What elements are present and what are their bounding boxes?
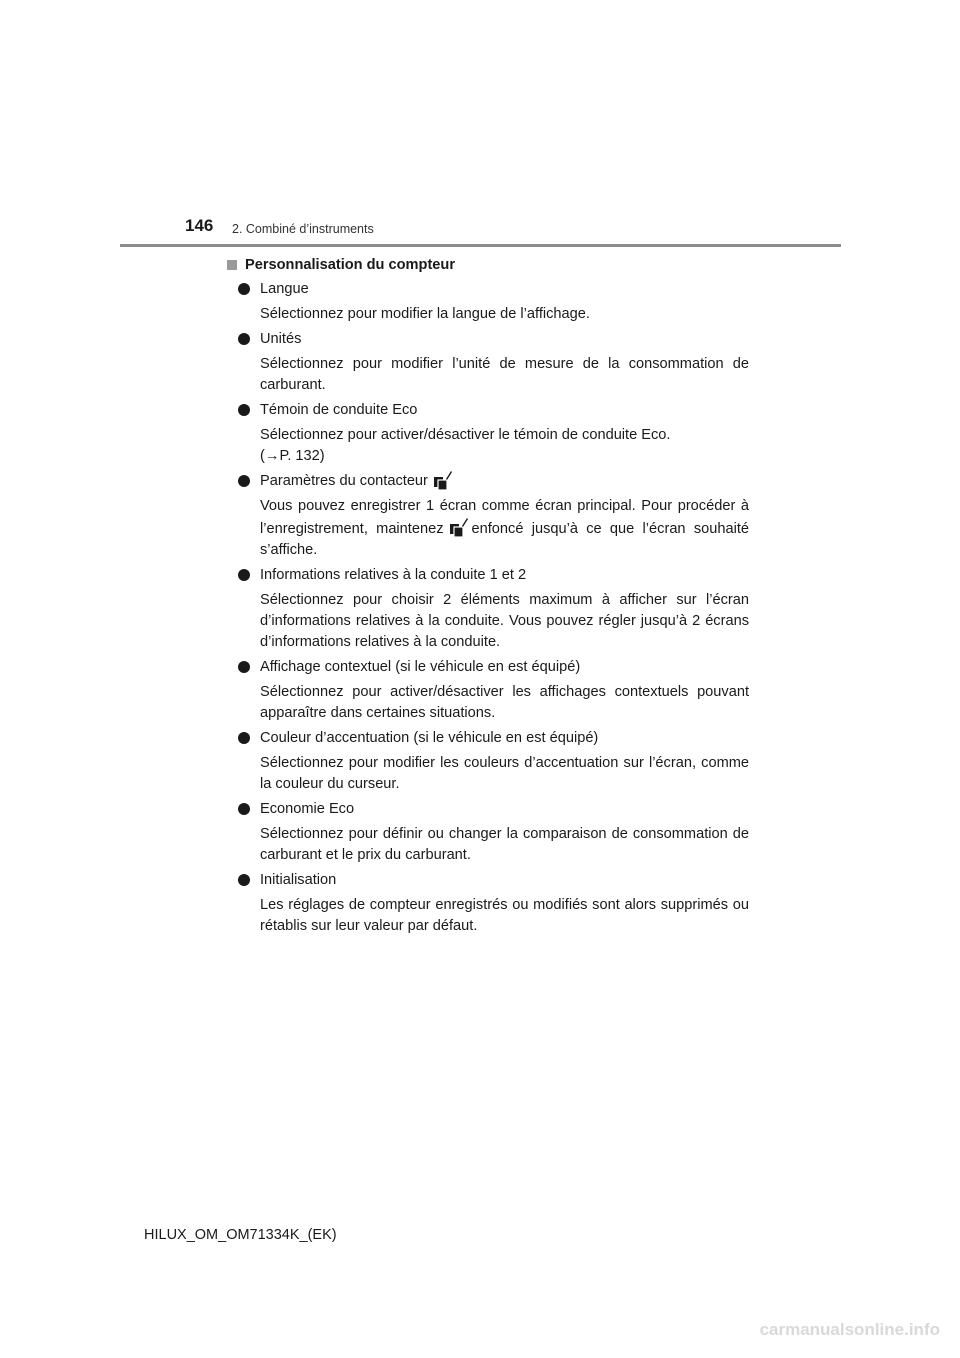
chapter-title: 2. Combiné d’instruments: [232, 222, 374, 236]
list-item: [224, 726, 749, 795]
bullet-dot-icon: [238, 732, 250, 744]
list-item: [224, 797, 749, 866]
list-item: [224, 655, 749, 724]
list-item: [224, 277, 749, 325]
item-description: Sélectionnez pour définir ou changer la comparaison de consommation de carburant et le prix du carburant.: [260, 826, 749, 863]
list-item: [224, 398, 749, 467]
page-number: 146: [185, 216, 214, 235]
section-title: Personnalisation du compteur: [245, 256, 456, 273]
bullet-dot-icon: [238, 874, 250, 886]
list-item: [224, 563, 749, 653]
page-content: [224, 255, 749, 937]
bullet-dot-icon: [238, 404, 250, 416]
list-item: [224, 327, 749, 396]
screen-switch-icon: [432, 470, 452, 492]
arrow-right-icon: →: [264, 448, 280, 464]
item-description: Sélectionnez pour modifier l’unité de mesure de la consommation de carburant.: [260, 356, 749, 393]
list-item: [224, 469, 749, 561]
list-item: [224, 868, 749, 937]
screen-switch-icon: [448, 517, 468, 539]
item-description: Les réglages de compteur enregistrés ou modifiés sont alors supprimés ou rétablis sur leur valeur par défaut.: [260, 897, 749, 934]
bullet-dot-icon: [238, 661, 250, 673]
item-title: Paramètres du contacteur: [260, 472, 428, 489]
item-title: Langue: [260, 280, 309, 297]
page-reference-text: P. 132: [279, 448, 320, 464]
item-title: Initialisation: [260, 871, 337, 888]
bullet-dot-icon: [238, 333, 250, 345]
item-description: Sélectionnez pour choisir 2 éléments maximum à afficher sur l’écran d’informations relatives à la conduite. Vous pouvez régler jusqu’à 2 écrans d’informations relatives à la conduite.: [260, 592, 749, 650]
bullet-dot-icon: [238, 569, 250, 581]
item-description-part1: Vous pouvez enregistrer 1 écran comme écran principal. Pour procéder à l’enregistrement, maintenez: [260, 498, 749, 537]
header-rule: [120, 244, 841, 247]
item-description-part2: enfoncé jusqu’à ce que l’écran souhaité s’affiche.: [260, 521, 750, 558]
bullet-dot-icon: [238, 475, 250, 487]
page-reference[interactable]: (→P. 132): [260, 448, 325, 464]
item-description: [260, 496, 749, 561]
item-title: Informations relatives à la conduite 1 et 2: [260, 566, 527, 583]
watermark: carmanualsonline.info: [759, 1320, 940, 1339]
item-title: Témoin de conduite Eco: [260, 401, 418, 418]
bullet-dot-icon: [238, 283, 250, 295]
section-heading: [224, 255, 749, 275]
bullet-dot-icon: [238, 803, 250, 815]
item-description: Sélectionnez pour activer/désactiver le témoin de conduite Eco.: [260, 427, 671, 443]
document-code: HILUX_OM_OM71334K_(EK): [144, 1227, 337, 1243]
square-bullet-icon: [227, 260, 237, 270]
item-title: Affichage contextuel (si le véhicule en est équipé): [260, 658, 581, 675]
item-description: Sélectionnez pour modifier les couleurs d’accentuation sur l’écran, comme la couleur du curseur.: [260, 755, 749, 792]
item-description: Sélectionnez pour activer/désactiver les affichages contextuels pouvant apparaître dans certaines situations.: [260, 684, 749, 721]
item-title: Unités: [260, 330, 302, 347]
item-title: Economie Eco: [260, 800, 355, 817]
item-description: Sélectionnez pour modifier la langue de l’affichage.: [260, 306, 590, 322]
item-title: Couleur d’accentuation (si le véhicule en est équipé): [260, 729, 599, 746]
